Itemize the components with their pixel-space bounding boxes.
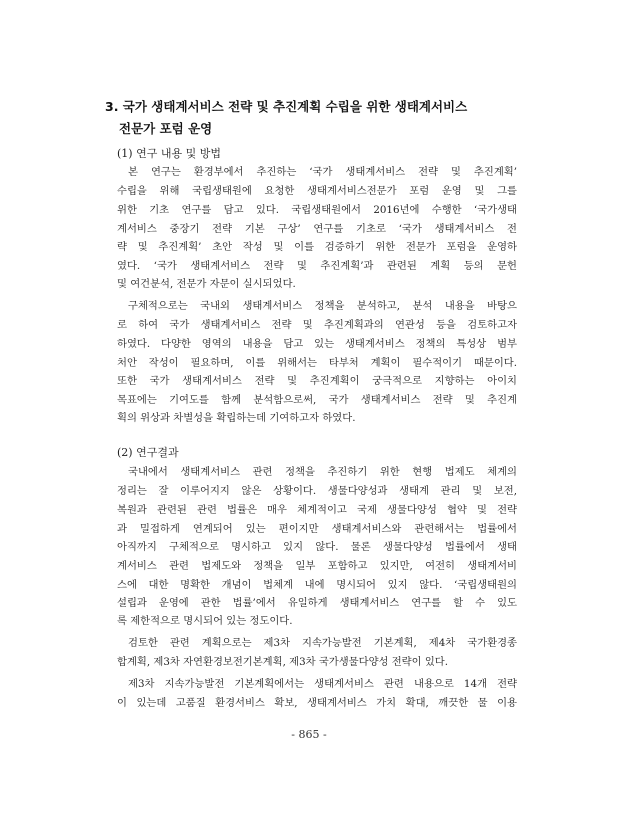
text-line: 목표에는 기여도를 함께 분석함으로써, 국가 생태계서비스 전략 및 추진계 xyxy=(117,394,517,406)
text-line: 및 여건분석, 전문가 자문이 실시되었다. xyxy=(117,278,296,290)
text-line: 략 및 추진계획’ 초안 작성 및 이를 검증하기 위한 전문가 포럼을 운영하 xyxy=(117,241,517,253)
text-line: 록 제한적으로 명시되어 있는 정도이다. xyxy=(117,615,293,627)
text-line: 이 있는데 고품질 환경서비스 확보, 생태계서비스 가치 확대, 깨끗한 물 이용 xyxy=(117,697,517,709)
text-line: 위한 기초 연구를 담고 있다. 국립생태원에서 2016년에 수행한 ‘국가생태 xyxy=(117,204,517,216)
text-line: 복원과 관련된 관련 법률은 매우 체계적이고 국제 생물다양성 협약 및 전략 xyxy=(117,504,517,516)
text-line: 설립과 운영에 관한 법률’에서 유일하게 생태계서비스 연구를 할 수 있도 xyxy=(117,597,517,609)
section-heading xyxy=(105,96,525,140)
text-line: 였다. ‘국가 생태계서비스 전략 및 추진계획’과 관련된 계획 등의 문헌 xyxy=(117,260,517,272)
text-line: 계서비스 관련 법제도와 정책을 일부 포함하고 있지만, 여전히 생태계서비 xyxy=(117,560,517,572)
text-line: 본 연구는 환경부에서 추진하는 ‘국가 생태계서비스 전략 및 추진계획’ xyxy=(128,166,517,178)
text-line: 또한 국가 생태계서비스 전략 및 추진계획이 궁극적으로 지향하는 아이치 xyxy=(117,375,517,387)
text-line: 수립을 위해 국립생태원에 요청한 생태계서비스전문가 포럼 운영 및 그를 xyxy=(117,185,517,197)
text-line: 제3차 지속가능발전 기본계획에서는 생태계서비스 관련 내용으로 14개 전략 xyxy=(128,678,517,690)
text-line: 국내에서 생태계서비스 관련 정책을 추진하기 위한 현행 법제도 체계의 xyxy=(128,466,517,478)
text-line: 검토한 관련 계획으로는 제3차 지속가능발전 기본계획, 제4차 국가환경종 xyxy=(128,637,517,649)
text-line: 과 밀접하게 연계되어 있는 편이지만 생태계서비스와 관련해서는 법률에서 xyxy=(117,523,517,535)
text-line: 아직까지 구체적으로 명시하고 있지 않다. 물론 생물다양성 법률에서 생태 xyxy=(117,541,517,553)
text-line: 합계획, 제3차 자연환경보전기본계획, 제3차 국가생물다양성 전략이 있다. xyxy=(117,656,449,668)
text-line: 스에 대한 명확한 개념이 법체계 내에 명시되어 있지 않다. ‘국립생태원의 xyxy=(117,579,517,591)
text-line: 계서비스 중장기 전략 기본 구상’ 연구를 기초로 ‘국가 생태계서비스 전 xyxy=(117,223,517,235)
subsection-title-2: (2) 연구결과 xyxy=(117,446,179,459)
text-line: 정리는 잘 이루어지지 않은 상황이다. 생물다양성과 생태계 관리 및 보전, xyxy=(117,485,517,497)
text-line: 구체적으로는 국내외 생태계서비스 정책을 분석하고, 분석 내용을 바탕으 xyxy=(128,300,517,312)
text-line: 획의 위상과 차별성을 확립하는데 기여하고자 하였다. xyxy=(117,412,356,424)
text-line: 하였다. 다양한 영역의 내용을 담고 있는 생태계서비스 정책의 특성상 범부 xyxy=(117,338,517,350)
subsection-title-1: (1) 연구 내용 및 방법 xyxy=(117,147,221,160)
text-line: 로 하여 국가 생태계서비스 전략 및 추진계획과의 연관성 등을 검토하고자 xyxy=(117,319,517,331)
page-number: - 865 - xyxy=(291,728,327,741)
heading-line-1: 3. 국가 생태계서비스 전략 및 추진계획 수립을 위한 생태계서비스 xyxy=(105,99,468,114)
heading-line-2: 전문가 포럼 운영 xyxy=(119,121,213,136)
text-line: 처안 작성이 필요하며, 이를 위해서는 타부처 계획이 필수적이기 때문이다. xyxy=(117,357,517,369)
